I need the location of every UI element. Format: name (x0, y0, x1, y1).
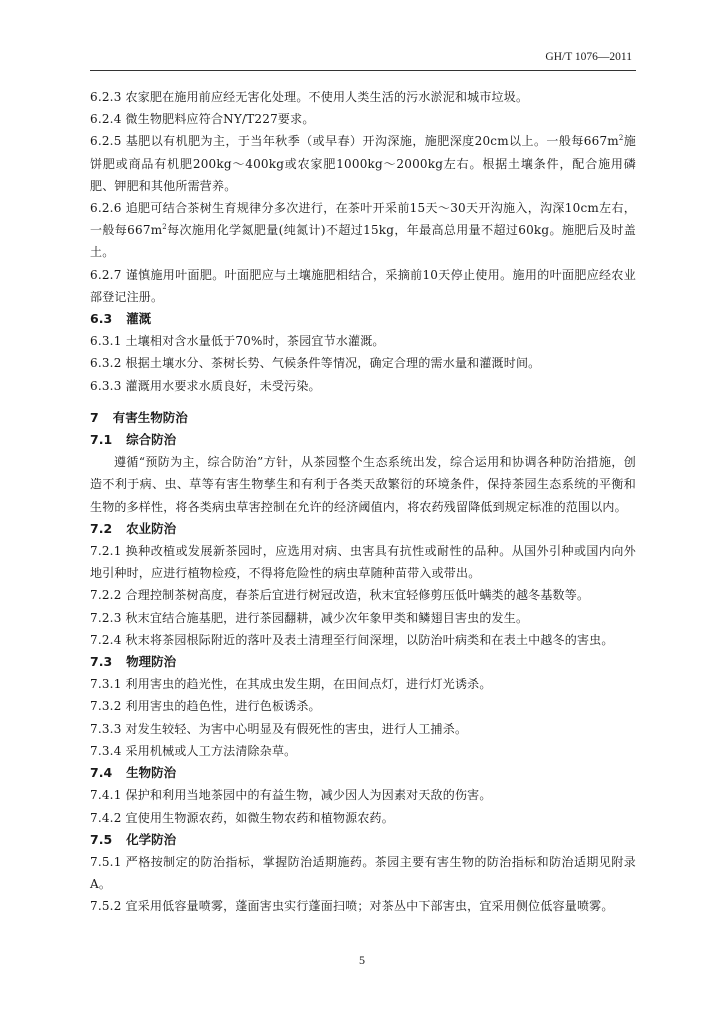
clause-text: 灌溉用水要求水质良好，未受污染。 (125, 378, 321, 393)
clause-paragraph (90, 784, 636, 806)
section-heading (90, 407, 636, 429)
clause-text: 利用害虫的趋色性，进行色板诱杀。 (125, 699, 321, 714)
clause-text: 保护和利用当地茶园中的有益生物，减少因人为因素对天敌的伤害。 (125, 788, 492, 803)
section-heading (90, 429, 636, 451)
clause-text: 换种改植或发展新茶园时，应选用对病、虫害具有抗性或耐性的品种。从国外引种或国内向外地引种时，应进行植物检疫，不得将危险性的病虫草随种苗带入或带出。 (90, 544, 636, 581)
clause-paragraph (90, 673, 636, 695)
section-title: 化学防治 (126, 831, 177, 847)
clause-number: 7.2.2 (90, 588, 122, 603)
clause-paragraph (90, 352, 636, 374)
section-title: 有害生物防治 (112, 409, 188, 425)
clause-number: 6.2.3 (90, 90, 122, 104)
body-paragraph: 遵循“预防为主，综合防治”方针，从茶园整个生态系统出发，综合运用和协调各种防治措施，创造不利于病、虫、草等有害生物孳生和有利于各类天敌繁衍的环境条件，保持茶园生态系统的平衡和生物的多样性，将各类病虫草害控制在允许的经济阈值内，将农药残留降低到规定标准的范围以内。 (90, 455, 636, 514)
section-heading (90, 762, 636, 784)
clause-number: 7.4.2 (90, 810, 122, 825)
section-heading (90, 308, 636, 330)
clause-number: 6.2.4 (90, 112, 122, 127)
clause-text: 土壤相对含水量低于70%时，茶园宜节水灌溉。 (125, 334, 385, 349)
section-number: 7.4 (90, 765, 113, 781)
clause-number: 6.2.7 (90, 267, 122, 282)
clause-number: 6.2.5 (90, 134, 122, 149)
section-number: 6.3 (90, 311, 113, 327)
clause-paragraph (90, 895, 636, 917)
clause-text: 宜采用低容量喷雾，蓬面害虫实行蓬面扫喷；对茶丛中下部害虫，宜采用侧位低容量喷雾。 (125, 899, 614, 914)
clause-number: 7.3.4 (90, 743, 122, 758)
header-divider (90, 70, 636, 71)
clause-text: 采用机械或人工方法清除杂草。 (125, 743, 297, 758)
clause-paragraph (90, 197, 636, 264)
clause-number: 6.3.1 (90, 334, 122, 349)
clause-text: 合理控制茶树高度，春茶后宜进行树冠改造，秋末宜轻修剪压低叶螨类的越冬基数等。 (125, 588, 590, 603)
clause-paragraph (90, 607, 636, 629)
section-heading (90, 829, 636, 851)
clause-number: 6.3.3 (90, 378, 122, 393)
clause-text: 基肥以有机肥为主，于当年秋季（或早春）开沟深施，施肥深度20cm以上。一般每$667m^2$施饼肥或商品有机肥200kg～400kg或农家肥1000kg～2000kg左右。根据土壤条件，配合施用磷肥、钾肥和其他所需营养。 (90, 134, 637, 193)
clause-paragraph (90, 807, 636, 829)
clause-paragraph (90, 86, 636, 108)
clause-paragraph (90, 264, 636, 308)
clause-paragraph (90, 740, 636, 762)
clause-text: 秋末宜结合施基肥，进行茶园翻耕，减少次年象甲类和鳞翅目害虫的发生。 (125, 610, 529, 625)
clause-text: 严格按制定的防治指标，掌握防治适期施药。茶园主要有害生物的防治指标和防治适期见附录A。 (90, 854, 636, 892)
section-number: 7 (90, 409, 99, 425)
clause-paragraph (90, 330, 636, 352)
page-number: 5 (359, 953, 365, 967)
clause-number: 7.2.1 (90, 544, 122, 559)
clause-paragraph (90, 629, 636, 651)
section-number: 7.1 (90, 432, 113, 448)
clause-text: 对发生较轻、为害中心明显及有假死性的害虫，进行人工捕杀。 (125, 721, 468, 736)
clause-text: 追肥可结合茶树生育规律分多次进行，在茶叶开采前15天～30天开沟施入，沟深10cm左右，一般每$667m^2$每次施用化学氮肥量(纯氮计)不超过15kg，年最高总用量不超过60kg。施肥后及时盖土。 (90, 201, 636, 260)
clause-paragraph (90, 695, 636, 717)
section-number: 7.3 (90, 654, 113, 670)
document-body (90, 86, 636, 918)
clause-text: 根据土壤水分、茶树长势、气候条件等情况，确定合理的需水量和灌溉时间。 (125, 356, 541, 371)
clause-text: 农家肥在施用前应经无害化处理。不使用人类生活的污水淤泥和城市垃圾。 (125, 90, 529, 104)
clause-paragraph (90, 130, 636, 197)
clause-number: 7.5.2 (90, 899, 122, 914)
standard-number: GH/T 1076—2011 (545, 51, 632, 63)
section-number: 7.2 (90, 520, 113, 536)
clause-paragraph (90, 584, 636, 606)
section-title: 物理防治 (126, 654, 177, 670)
clause-text: 利用害虫的趋光性，在其成虫发生期，在田间点灯，进行灯光诱杀。 (125, 677, 492, 692)
clause-number: 7.2.3 (90, 610, 122, 625)
clause-paragraph (90, 375, 636, 397)
clause-paragraph (90, 851, 636, 895)
clause-text: 秋末将茶园根际附近的落叶及表土清理至行间深埋，以防治叶病类和在表土中越冬的害虫。 (125, 632, 614, 647)
clause-number: 7.3.3 (90, 721, 122, 736)
section-heading (90, 651, 636, 673)
clause-text: 谨慎施用叶面肥。叶面肥应与土壤施肥相结合，采摘前10天停止使用。施用的叶面肥应经农业部登记注册。 (90, 267, 636, 304)
clause-number: 7.3.2 (90, 699, 122, 714)
section-title: 农业防治 (126, 520, 177, 536)
clause-number: 7.5.1 (90, 854, 122, 869)
clause-text: 微生物肥料应符合NY/T227要求。 (125, 112, 315, 127)
clause-number: 7.2.4 (90, 632, 122, 647)
section-title: 综合防治 (126, 432, 177, 448)
clause-paragraph (90, 108, 636, 130)
clause-paragraph (90, 718, 636, 740)
clause-number: 7.3.1 (90, 677, 122, 692)
clause-paragraph (90, 540, 636, 584)
clause-text: 宜使用生物源农药，如微生物农药和植物源农药。 (125, 810, 394, 825)
section-heading (90, 518, 636, 540)
section-number: 7.5 (90, 831, 113, 847)
section-title: 灌溉 (126, 311, 152, 327)
section-title: 生物防治 (126, 765, 177, 781)
clause-number: 7.4.1 (90, 788, 122, 803)
clause-number: 6.3.2 (90, 356, 122, 371)
clause-number: 6.2.6 (90, 201, 122, 216)
